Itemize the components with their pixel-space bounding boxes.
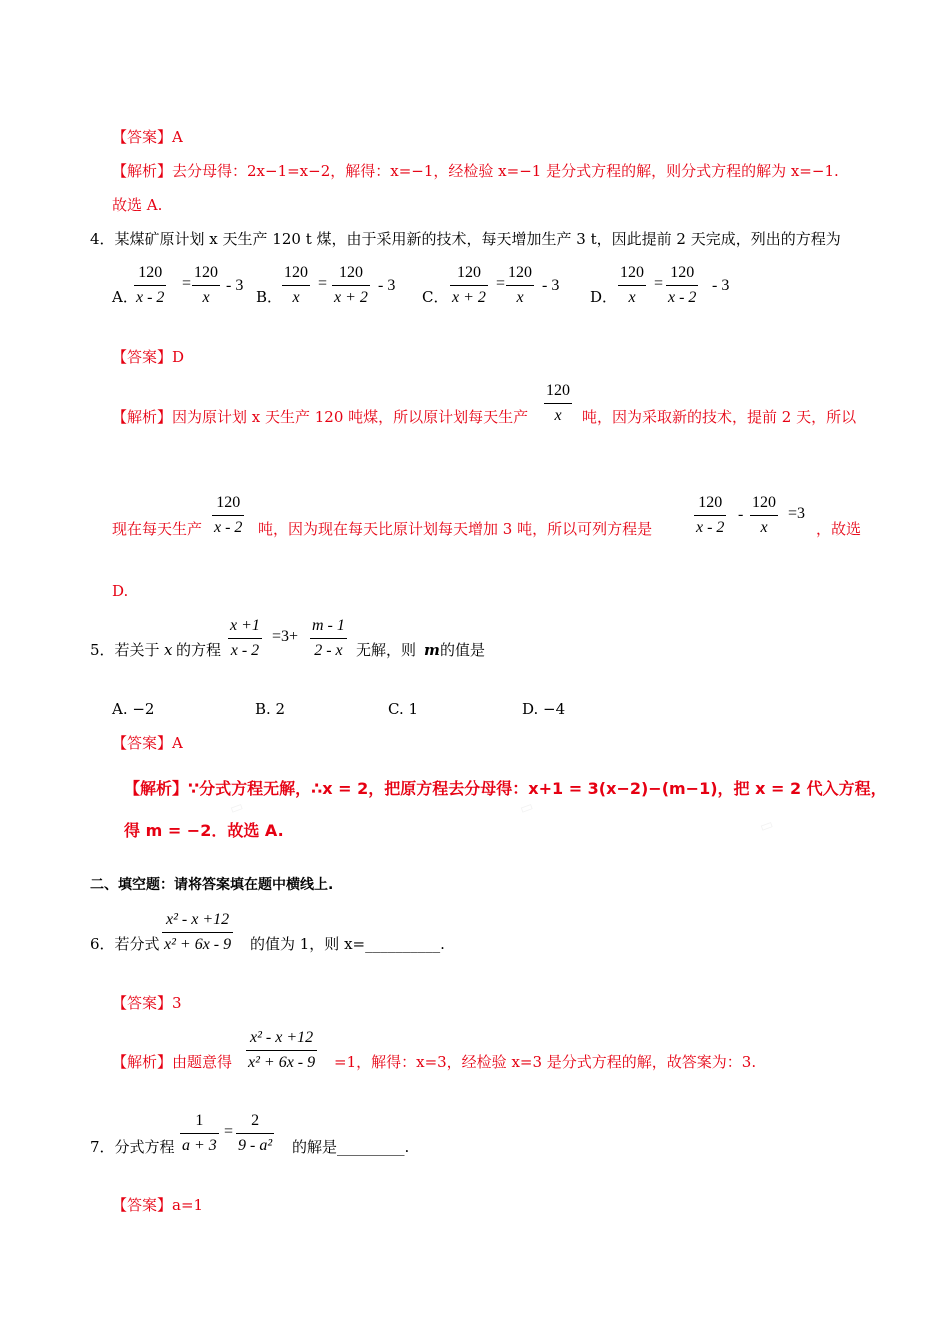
q4-analysis-e: ，故选 — [816, 520, 862, 538]
q5-var-x: x — [164, 641, 173, 659]
watermark-icon: ▭ — [757, 816, 776, 836]
q7-frac1: $\frac{1}{a + 3}$ — [182, 1112, 217, 1154]
q5-tail2: 的值是 — [440, 641, 486, 659]
q4-d-frac1: $\frac{120}{x}$ — [620, 264, 644, 306]
q6-answer: 【答案】3 — [112, 994, 182, 1012]
q4-answer: 【答案】D — [112, 348, 185, 366]
q4-option-c-label: C． — [422, 288, 449, 306]
q5-analysis-line1: 【解析】∵分式方程无解，∴x = 2，把原方程去分母得：x+1 = 3(x−2)−(m−1)，把 x = 2 代入方程， — [124, 779, 887, 798]
q6-analysis-post: =1，解得：x=3，经检验 x=3 是分式方程的解，故答案为：3. — [334, 1053, 757, 1071]
q5-answer: 【答案】A — [112, 734, 183, 752]
q7-eq: = — [224, 1123, 234, 1140]
q4-b-eq: = — [318, 275, 328, 292]
q7-suffix: 的解是_________. — [292, 1138, 410, 1156]
q3-analysis-line2: 故选 A. — [112, 196, 163, 214]
q4-option-a-label: A． — [112, 288, 138, 306]
q4-a-frac1: $\frac{120}{x - 2}$ — [136, 264, 165, 306]
q4-analysis-eq-frac2: $\frac{120}{x}$ — [752, 494, 776, 536]
q3-analysis-line1: 【解析】去分母得：2x−1=x−2，解得：x=−1，经检验 x=−1 是分式方程的解，则分式方程的解为 x=−1. — [112, 162, 839, 180]
q7-frac2: $\frac{2}{\text{9 - a²}}$ — [238, 1112, 273, 1154]
q4-analysis-a: 【解析】因为原计划 x 天生产 120 吨煤，所以原计划每天生产 — [112, 408, 529, 426]
q6-analysis-frac: $\frac{\text{x² - x +12}}{\text{x² + 6x - 9}}$ — [248, 1029, 316, 1071]
q3-answer: 【答案】A — [112, 128, 183, 146]
q5-eq3plus: =3+ — [272, 628, 299, 645]
q5-option-c: C. 1 — [388, 700, 419, 718]
q4-analysis-d: 吨，因为现在每天比原计划每天增加 3 吨，所以可列方程是 — [258, 520, 653, 538]
q5-tail: 无解，则 — [356, 641, 417, 659]
q4-option-b-label: B． — [256, 288, 283, 306]
q6-frac: $\frac{\text{x² - x +12}}{\text{x² + 6x - 9}}$ — [164, 911, 232, 953]
q5-analysis-line2: 得 m = −2．故选 A. — [124, 821, 284, 840]
q5-number: 5．若关于 — [90, 641, 160, 659]
q4-stem: 4．某煤矿原计划 x 天生产 120 t 煤，由于采用新的技术，每天增加生产 3 t，因此提前 2 天完成，列出的方程为 — [90, 230, 841, 248]
q4-d-minus3: - 3 — [712, 277, 730, 294]
q5-frac2: $\frac{m - 1}{2 - x}$ — [312, 617, 345, 659]
q5-option-d: D. −4 — [522, 700, 566, 718]
q4-c-minus3: - 3 — [542, 277, 560, 294]
q4-analysis-f: D. — [112, 582, 129, 600]
q5-option-b: B. 2 — [255, 700, 286, 718]
q4-b-minus3: - 3 — [378, 277, 396, 294]
q4-analysis-c: 现在每天生产 — [112, 520, 203, 538]
q4-c-eq: = — [496, 275, 506, 292]
q4-analysis-b: 吨，因为采取新的技术，提前 2 天，所以 — [582, 408, 857, 426]
q4-analysis-eq-frac1: $\frac{120}{x - 2}$ — [696, 494, 725, 536]
watermark-icon: ▭ — [227, 798, 246, 818]
q4-c-frac2: $\frac{120}{x}$ — [508, 264, 532, 306]
q4-analysis-minus: - — [738, 506, 744, 523]
q4-d-eq: = — [654, 275, 664, 292]
q6-analysis-pre: 【解析】由题意得 — [112, 1053, 233, 1071]
q7-answer: 【答案】a=1 — [112, 1196, 204, 1214]
q5-frac1: $\frac{x +1}{x - 2}$ — [230, 617, 260, 659]
q4-b-frac1: $\frac{120}{x}$ — [284, 264, 308, 306]
q6-suffix: 的值为 1，则 x=__________. — [250, 935, 445, 953]
q4-d-frac2: $\frac{120}{x - 2}$ — [668, 264, 697, 306]
section-2-heading: 二、填空题：请将答案填在题中横线上. — [90, 877, 334, 893]
q5-var-m: m — [424, 641, 440, 659]
q5-of-eq: 的方程 — [176, 641, 222, 659]
q4-b-frac2: $\frac{120}{x + 2}$ — [334, 264, 368, 306]
watermark-icon: ▭ — [517, 798, 536, 818]
q5-option-a: A. −2 — [112, 700, 155, 718]
q4-a-frac2: $\frac{120}{x}$ — [194, 264, 218, 306]
q4-c-frac1: $\frac{120}{x + 2}$ — [452, 264, 486, 306]
q7-prefix: 7．分式方程 — [90, 1138, 175, 1156]
q4-analysis-frac-120-xm2: $\frac{120}{x - 2}$ — [214, 494, 243, 536]
q4-analysis-eq3: =3 — [788, 505, 806, 522]
q4-a-minus3: - 3 — [226, 277, 244, 294]
q4-option-d-label: D． — [590, 288, 618, 306]
q4-a-eq: = — [182, 275, 192, 292]
q4-analysis-frac-120-x: $\frac{120}{x}$ — [546, 382, 570, 424]
q6-prefix: 6．若分式 — [90, 935, 160, 953]
